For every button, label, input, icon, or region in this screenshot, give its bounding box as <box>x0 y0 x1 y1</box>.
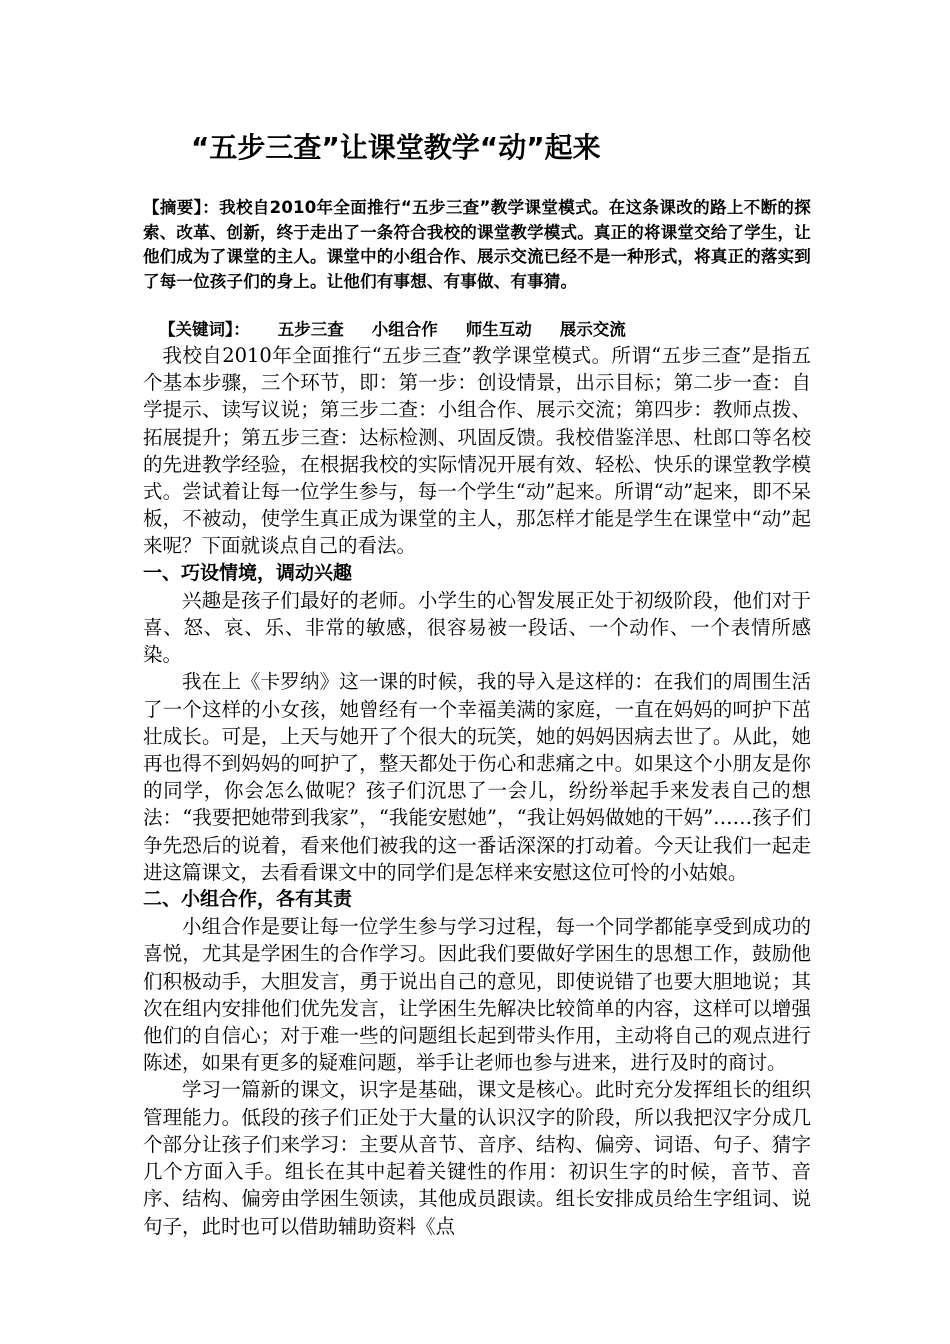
section-heading: 二、小组合作，各有其责 <box>143 888 353 911</box>
abstract-text: ：我校自2010年全面推行“五步三查”教学课堂模式。在这条课改的路上不断的探索、改革、创新，终于走出了一条符合我校的课堂教学模式。真正的将课堂交给了学生，让他们成为了课堂的主人。课堂中的小组合作、展示交流已经不是一种形式，将真正的落实到了每一位孩子们的身上。让他们有事想、有事做、有事猜。 <box>143 198 811 291</box>
abstract-label: 【摘要】 <box>143 198 203 217</box>
abstract <box>143 196 811 294</box>
keyword-item: 展示交流 <box>559 320 626 339</box>
keyword-item: 小组合作 <box>371 320 438 339</box>
intro-paragraph: 我校自2010年全面推行“五步三查”教学课堂模式。所谓“五步三查”是指五个基本步骤，三个环节，即：第一步：创设情景，出示目标；第二步一查：自学提示、读写议说；第三步二查：小组合作、展示交流；第四步：教师点拨、拓展提升；第五步三查：达标检测、巩固反馈。我校借鉴洋思、杜郎口等名校的先进教学经验，在根据我校的实际情况开展有效、轻松、快乐的课堂教学模式。尝试着让每一位学生参与，每一个学生“动”起来。所谓“动”起来，即不呆板，不被动，使学生真正成为课堂的主人，那怎样才能是学生在课堂中“动”起来呢？下面就谈点自己的看法。 <box>143 344 811 558</box>
body-paragraph: 学习一篇新的课文，识字是基础，课文是核心。此时充分发挥组长的组织管理能力。低段的孩子们正处于大量的认识汉字的阶段，所以我把汉字分成几个部分让孩子们来学习：主要从音节、音序、结构、偏旁、词语、句子、猜字几个方面入手。组长在其中起着关键性的作用：初识生字的时候，音节、音序、结构、偏旁由学困生领读，其他成员跟读。组长安排成员给生字组词、说句子，此时也可以借助辅助资料《点 <box>143 1078 811 1238</box>
body-paragraph: 我在上《卡罗纳》这一课的时候，我的导入是这样的：在我们的周围生活了一个这样的小女孩，她曾经有一个幸福美满的家庭，一直在妈妈的呵护下茁壮成长。可是，上天与她开了个很大的玩笑，她的妈妈因病去世了。从此，她再也得不到妈妈的呵护了，整天都处于伤心和悲痛之中。如果这个小朋友是你的同学，你会怎么做呢？孩子们沉思了一会儿，纷纷举起手来发表自己的想法：“我要把她带到我家”，“我能安慰她”，“我让妈妈做她的干妈”……孩子们争先恐后的说着，看来他们被我的这一番话深深的打动着。今天让我们一起走进这篇课文，去看看课文中的同学们是怎样来安慰这位可怜的小姑娘。 <box>143 670 811 884</box>
body-text <box>143 342 811 1240</box>
keyword-item: 五步三查 <box>277 320 344 339</box>
keywords <box>159 318 811 342</box>
keyword-item: 师生互动 <box>465 320 532 339</box>
body-paragraph: 小组合作是要让每一位学生参与学习过程，每一个同学都能享受到成功的喜悦，尤其是学困生的合作学习。因此我们要做好学困生的思想工作，鼓励他们积极动手，大胆发言，勇于说出自己的意见，即使说错了也要大胆地说；其次在组内安排他们优先发言，让学困生先解决比较简单的内容，这样可以增强他们的自信心；对于难一些的问题组长起到带头作用，主动将自己的观点进行陈述，如果有更多的疑难问题，举手让老师也参与进来，进行及时的商讨。 <box>143 915 811 1075</box>
keywords-label: 【关键词】： <box>159 320 250 339</box>
body-paragraph: 兴趣是孩子们最好的老师。小学生的心智发展正处于初级阶段，他们对于喜、怒、哀、乐、非常的敏感，很容易被一段话、一个动作、一个表情所感染。 <box>143 588 811 667</box>
section-heading: 一、巧设情境，调动兴趣 <box>143 561 353 584</box>
document-title: “五步三查”让课堂教学“动”起来 <box>191 131 601 164</box>
